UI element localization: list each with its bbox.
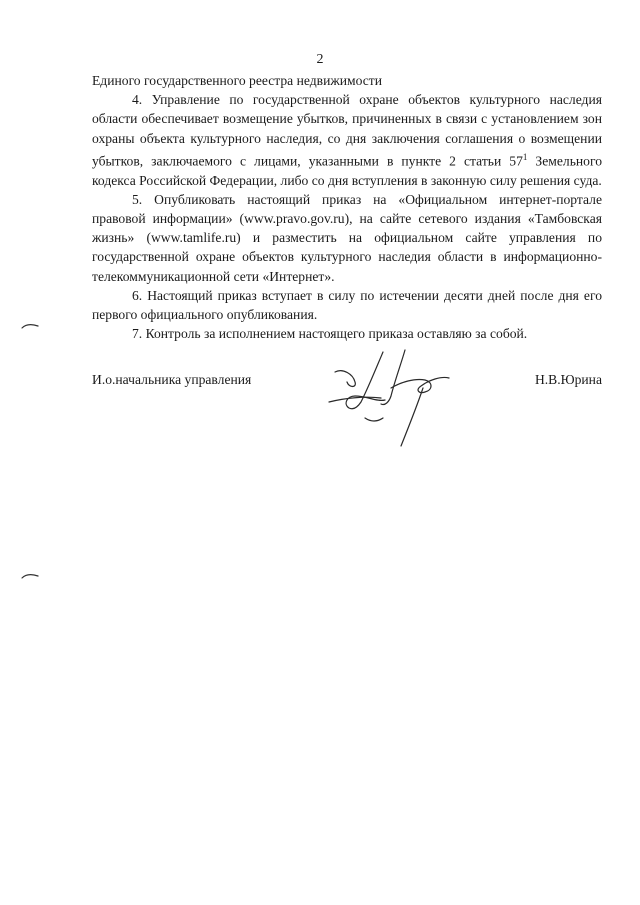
paragraph-4-tail: Земельного кодекса Российской Федерации, либо со дня вступления в законную силу решения суда.: [92, 153, 602, 188]
page-number: 2: [316, 52, 324, 67]
document-body: [92, 71, 602, 343]
paragraph-4: [92, 90, 602, 190]
margin-dash-icon: [20, 320, 40, 332]
signer-name: Н.В.Юрина: [534, 372, 602, 387]
continued-line: Единого государственного реестра недвижимости: [92, 73, 383, 88]
handwritten-signature-icon: [325, 344, 460, 454]
margin-dash-icon: [20, 570, 40, 582]
signer-title: И.о.начальника управления: [92, 372, 252, 387]
paragraph-5: 5. Опубликовать настоящий приказ на «Официальном интернет-портале правовой информации» (www.pravo.gov.ru), на сайте сетевого издания «Тамбовская жизнь» (www.tamlife.ru) и разместить на официальном сайте управления по государственной охране объектов культурного наследия области в информационно-телекоммуникационной сети «Интернет».: [92, 191, 602, 284]
paragraph-6: 6. Настоящий приказ вступает в силу по истечении десяти дней после дня его первого официального опубликования.: [92, 287, 602, 322]
paragraph-7: 7. Контроль за исполнением настоящего приказа оставляю за собой.: [132, 326, 528, 342]
paragraph-4-superscript: 1: [522, 151, 528, 162]
paragraph-4-text: 4. Управление по государственной охране объектов культурного наследия области обеспечивает возмещение убытков, причиненных в связи с установлением зон охраны объекта культурного наследия, со дня заключения соглашения о возмещении убытков, заключаемого с лицами, указанными в пункте 2 статьи 57: [92, 92, 602, 169]
